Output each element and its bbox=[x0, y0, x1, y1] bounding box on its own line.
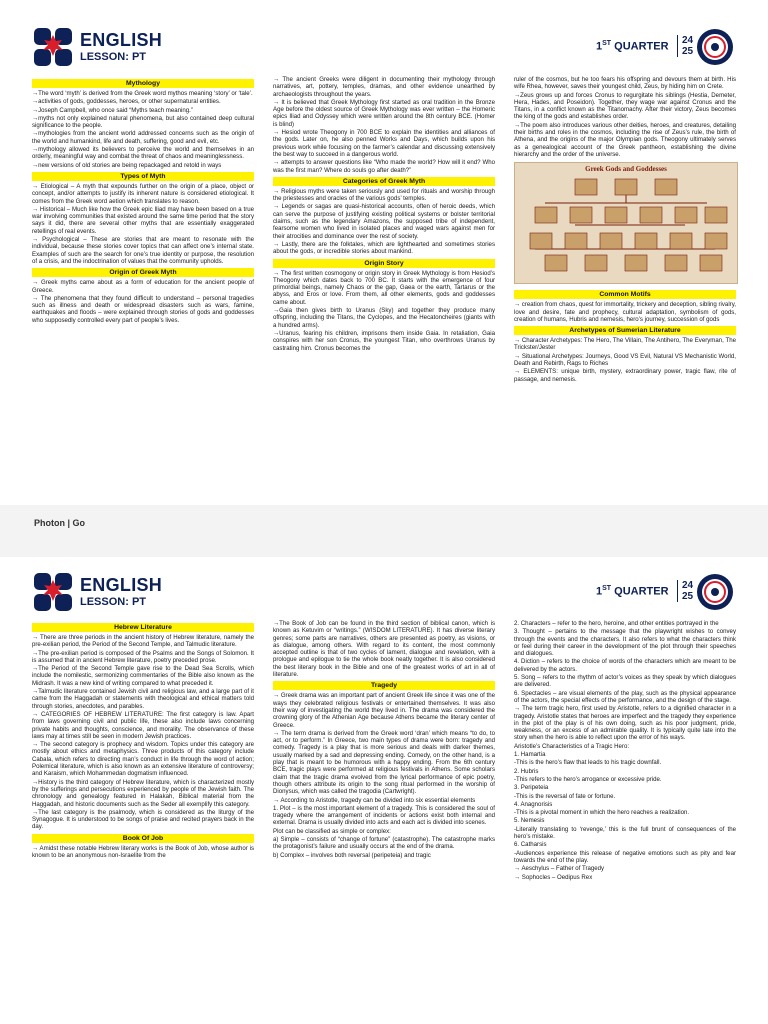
paragraph: →Zeus grows up and forces Cronus to regurgitate his siblings (Hestia, Demeter, Hera, Hades, and Poseidon). Together, they wage war against Cronus and the Titans, in a conflict known as the Titanomachy. After their victory, Zeus becomes the king of the gods and establishes order. bbox=[514, 91, 736, 121]
paragraph: → creation from chaos, quest for immortality, trickery and deception, sibling rivalry, love and desire, fate and prophecy, cultural adaptation, symbolism of gods, creation of humans, Hubris and nemesis, hero’s journey, succession of gods bbox=[514, 301, 736, 323]
page-2 bbox=[0, 557, 768, 1024]
paragraph: 1. Hamartia bbox=[514, 751, 546, 759]
section-heading: Origin Story bbox=[273, 259, 495, 268]
section-heading: Mythology bbox=[32, 79, 254, 88]
paragraph: -This is a pivotal moment in which the hero reaches a realization. bbox=[514, 809, 690, 817]
paragraph: → Legends or sagas are quasi-historical accounts, often of heroic deeds, which can serve the purpose of justifying existing political systems or bolster territorial claims, such as the legendary Amazons, the supposed tribe of independent, fearsome women who lived in isolated places and waged wars against men for their atrocities and dominance over the rest of society. bbox=[273, 203, 495, 240]
paragraph: →The last category is the psalmody, which is considered as the liturgy of the Synagogue. It is understood to be songs of praise and recited prayers back in the day. bbox=[32, 808, 254, 831]
paragraph: 3. Thought – pertains to the message that the playwright wishes to convey through the events and the characters. It also refers to what the characters think or feel during their career in the development of the plot through their speeches and dialogues. bbox=[514, 628, 736, 658]
paragraph: → Greek drama was an important part of ancient Greek life since it was one of the ways they celebrated religious festivals or entertained themselves. It was also their way of investigating the world they lived in. The drama was considered the crowning glory of the Athenian Age because Athens became the literary center of Greece. bbox=[273, 692, 495, 729]
paragraph: -This refers to the hero’s arrogance or excessive pride. bbox=[514, 775, 662, 783]
paragraph: → The ancient Greeks were diligent in documenting their mythology through narratives, art, pottery, temples, dramas, and other evidence unearthed by archaeologists throughout the years. bbox=[273, 76, 495, 98]
column-2 bbox=[273, 76, 495, 353]
section-heading: Origin of Greek Myth bbox=[32, 268, 254, 277]
paragraph: → There are three periods in the ancient history of Hebrew literature, namely the pre-exilian period, the Period of the Second Temple, and Talmudic literature. bbox=[32, 634, 254, 649]
section-heading: Archetypes of Sumerian Literature bbox=[514, 326, 736, 335]
section-heading: Book Of Job bbox=[32, 834, 254, 843]
paragraph: →The word ‘myth’ is derived from the Greek word mythos meaning ‘story’ or ‘tale’. bbox=[32, 90, 253, 97]
paragraph: 5. Song – refers to the rhythm of actor’s voices as they speak by which dialogues are delivered. bbox=[514, 674, 736, 689]
paragraph: →The Book of Job can be found in the third section of biblical canon, which is known as Ketuvim or “writings.” (WISDOM LITERATURE). It has diverse literary genres; some parts are narratives, others are presented as poetry, as visions, or as dialogue, among others. With regard to its content, the most commonly accepted outline is that of two cycles of lament, dialogue and revelation, with a prologue and epilogue to tie the whole book neatly together. It is also considered the best literary book in the Bible and one of the greatest works of art in all of literature. bbox=[273, 620, 495, 679]
paragraph: → The term tragic hero, first used by Aristotle, refers to a dignified character in a tragedy. Aristotle states that heroes are imperfect and the tragedy they experience in the plot of the play is of his own doing, such as his poor judgment, pride, weakness, or an excess of an admirable quality. It is typically quite late into the story when the hero is able to reflect upon the error of his ways. bbox=[514, 705, 736, 742]
paragraph: →The Period of the Second Temple gave rise to the Dead Sea Scrolls, which include the nomilestic, sermonizing commentaries of the Bible also known as the Midrash. It was a new kind of writing compared to what preceded it. bbox=[32, 665, 254, 687]
page-gap bbox=[0, 505, 768, 557]
paragraph: → Lastly, there are the folktales, which are lighthearted and sometimes stories about the gods, or incredible stories about mankind. bbox=[273, 240, 495, 256]
header bbox=[0, 557, 768, 629]
paragraph: → According to Aristotle, tragedy can be divided into six essential elements bbox=[273, 796, 476, 804]
section-heading: Categories of Greek Myth bbox=[273, 177, 495, 186]
paragraph: → It is believed that Greek Mythology first started as oral tradition in the Bronze Age before the oldest source of Greek Mythology was ever written – the Homeric epics Iliad and Odyssey which were written around the 8th century BCE. (Homer is blind) bbox=[273, 98, 495, 128]
paragraph: 6. Spectacles – are visual elements of the play, such as the physical appearance of the actors, the special effects of the performance, and the design of the stage. bbox=[514, 689, 736, 704]
paragraph: b) Complex – involves both reversal (peripeteia) and tragic bbox=[273, 851, 431, 859]
paragraph: → Greek myths came about as a form of education for the ancient people of Greece. bbox=[32, 279, 254, 294]
paragraph: → The phenomena that they found difficult to understand – personal tragedies such as illness and death or widespread disasters such as wars, famine, earthquakes and floods – were explained through stories of gods and goddesses who supposedly controlled every part of people’s lives. bbox=[32, 294, 254, 324]
paragraph: → Situational Archetypes: Journeys, Good VS Evil, Natural VS Mechanistic World, Death and Rebirth, Rags to Riches bbox=[514, 352, 736, 368]
paragraph: → The term drama is derived from the Greek word ‘dran’ which means “to do, to act, or to perform.” In Greece, two main types of drama were born: tragedy and comedy. Tragedy is a play that is more serious and deals with darker themes, usually marked by a sad and depressing ending. Comedy, on the other hand, is a play that is meant to be humorous with a happy ending. From the 6th century BCE, tragic plays were performed at religious festivals in Athens. Some scholars claim that the tragic drama evolved from the lyrical performance of epic poetry, though others attribute its origin to the song ritual performed in the worship of Dionysus, which was called the tragodia (Cartwright). bbox=[273, 729, 495, 796]
section-heading: Tragedy bbox=[273, 681, 495, 690]
school-logo-icon bbox=[32, 26, 74, 68]
paragraph: a) Simple – consists of “change of fortune” (catastrophe). The catastrophe marks the protagonist’s failure and usually occurs at the end of the drama. bbox=[273, 836, 495, 851]
paragraph: 4. Diction – refers to the choice of words of the characters which are meant to be delivered by the actors. bbox=[514, 658, 736, 673]
paragraph: 3. Peripeteia bbox=[514, 784, 549, 792]
subject-title: ENGLISH bbox=[80, 575, 163, 595]
paragraph: -This is the reversal of fate or fortune. bbox=[514, 792, 616, 800]
paragraph: → Historical – Much like how the Greek epic Iliad may have been based on a true war involving communities that existed around the same time period that the story says it did, there are several other myths that are essentially exaggerated retellings of real events. bbox=[32, 205, 254, 235]
paragraph: → CATEGORIES OF HEBREW LITERATURE: The first category is law. Apart from laws governing civil and public life, these also include laws concerning private habits and thoughts, conscience, and morality. The observance of these laws may at times still be seen in modern Jewish practices. bbox=[32, 710, 254, 740]
paragraph: 1. Plot – is the most important element of a tragedy. This is considered the soul of tragedy where the arrangement of incidents or actions exist both internal and external. Drama is usually divided into acts and each act is divided into scenes. bbox=[273, 804, 495, 827]
paragraph: → Sophocles – Oedipus Rex bbox=[514, 873, 593, 881]
paragraph: → Hesiod wrote Theogony in 700 BCE to explain the identities and alliances of the gods. Later on, he also penned Works and Days, which builds upon his previous work while focusing on the farmer’s calendar and discussing extensively the best way to succeed in a dangerous world. bbox=[273, 129, 495, 158]
paragraph: 2. Hubris bbox=[514, 767, 539, 775]
paragraph: -Audiences experience this release of negative emotions such as pity and fear towards the end of the play. bbox=[514, 849, 736, 864]
paragraph: 5. Nemesis bbox=[514, 817, 545, 825]
paragraph: →mythology allowed its believers to perceive the world and themselves in an orderly, meaningful way and combat the threat of chaos and meaninglessness. bbox=[32, 146, 254, 161]
paragraph: 4. Anagnorisis bbox=[514, 800, 553, 808]
paragraph: →myths not only explained natural phenomena, but also contained deep cultural significance to the people. bbox=[32, 114, 254, 130]
paragraph: → Religious myths were taken seriously and used for rituals and worship through the priestesses and oracles of the various gods’ temples. bbox=[273, 187, 495, 203]
section-heading: Types of Myth bbox=[32, 172, 254, 181]
figure-title: Greek Gods and Goddesses bbox=[585, 165, 667, 174]
footer-credit: Photon | Go bbox=[34, 518, 86, 528]
paragraph: →Uranus, fearing his children, imprisons them inside Gaia. In retaliation, Gaia conspires with her son Cronus, the youngest Titan, who overthrows Uranus by castrating him. Cronus becomes the bbox=[273, 329, 495, 352]
column-1 bbox=[32, 620, 254, 860]
paragraph: → The first written cosmogony or origin story in Greek Mythology is from Hesiod’s Theogony which dates back to 700 BC. It starts with the emergence of four primordial beings, namely Chaos or the gap, Gaea or the earth, Tartarus or the abyss, and Eros or love. From them, all other elements, gods and goddesses came about. bbox=[273, 269, 495, 306]
paragraph: 6. Catharsis bbox=[514, 841, 547, 849]
column-2 bbox=[273, 620, 495, 860]
greek-gods-family-tree-image bbox=[514, 162, 738, 284]
paragraph: 2. Characters – refer to the hero, heroine, and other entities portrayed in the bbox=[514, 620, 719, 627]
paragraph: → Psychological – These are stories that are meant to resonate with the individual, because these stories cover topics that can affect one’s internal state. Examples of such are the search for one’s true identity or purpose, the resolution of a crisis, and the indoctrination of values that the community upholds. bbox=[32, 236, 254, 265]
quarter-label: 1ST QUARTER bbox=[596, 40, 669, 53]
paragraph: → Aeschylus – Father of Tragedy bbox=[514, 865, 605, 873]
paragraph: Plot can be classified as simple or complex: bbox=[273, 827, 391, 835]
lesson-label: LESSON: PT bbox=[80, 51, 147, 63]
family-tree-diagram-icon bbox=[515, 163, 737, 283]
paragraph: → Character Archetypes: The Hero, The Villain, The Antihero, The Everyman, The Trickster/Jester bbox=[514, 337, 736, 352]
paragraph: →new versions of old stories are being repackaged and retold in ways bbox=[32, 161, 222, 169]
page-1 bbox=[0, 0, 768, 505]
paragraph: →The poem also introduces various other deities, heroes, and creatures, detailing their births and roles in the cosmos, including the rise of Zeus’s rule, the birth of Athena, and the origins of the major Olympian gods. Theogony ultimately serves as a genealogical account of the Greek pantheon, establishing the divine hierarchy and the order of the universe. bbox=[514, 121, 736, 158]
paragraph: →Gaia then gives birth to Uranus (Sky) and together they produce many offspring, including the Titans, the Cyclopes, and the Hecatoncheires (giants with a hundred arms). bbox=[273, 307, 495, 329]
paragraph: → attempts to answer questions like “Who made the world? How will it end? Who was the first man? Where do souls go after death?” bbox=[273, 159, 495, 174]
paragraph: →mythologies from the ancient world addressed concerns such as the origin of the world and humankind, life and death, suffering, good and evil, etc. bbox=[32, 130, 254, 145]
paragraph: → Amidst these notable Hebrew literary works is the Book of Job, whose author is known to be an anonymous non-Israelite from the bbox=[32, 844, 254, 860]
school-logo-icon bbox=[32, 571, 74, 613]
header bbox=[0, 0, 768, 72]
subject-title: ENGLISH bbox=[80, 30, 163, 50]
paragraph: ruler of the cosmos, but he too fears his offspring and devours them at birth. His wife Rhea, however, saves their youngest child, Zeus, by hiding him on Crete. bbox=[514, 76, 736, 91]
paragraph: →activities of gods, goddesses, heroes, or other supernatural entities. bbox=[32, 98, 221, 106]
paragraph: → ELEMENTS: unique birth, mystery, extraordinary power, tragic flaw, rite of passage, and nemesis. bbox=[514, 368, 736, 383]
lesson-label: LESSON: PT bbox=[80, 596, 147, 608]
paragraph: -This is the hero’s flaw that leads to his tragic downfall. bbox=[514, 759, 662, 767]
paragraph: →The pre-exilian period is composed of the Psalms and the Songs of Solomon. It is assumed that in ancient Hebrew literature, poetry preceded prose. bbox=[32, 649, 254, 664]
school-year: 24 25 bbox=[677, 580, 693, 602]
seal-icon bbox=[696, 573, 734, 611]
column-3 bbox=[514, 620, 736, 882]
paragraph: -Literally translating to ‘revenge,’ this is the full brunt of consequences of the hero’s mistake. bbox=[514, 825, 736, 841]
paragraph: → Etiological – A myth that expounds further on the origin of a place, object or concept, and/or attempts to justify its inherent nature is considered etiological. It comes from the Greek word aetion which translates to reason. bbox=[32, 182, 254, 205]
column-1 bbox=[32, 76, 254, 325]
paragraph: →History is the third category of Hebrew literature, which is characterized mostly by the sufferings and persecutions experienced by people of the Jewish faith. The chronology and genealogy featured in Halakah, Biblical material from the Haggadah, and historic documents such as the Seder all exemplify this category. bbox=[32, 778, 254, 808]
paragraph: →Talmudic literature contained Jewish civil and religious law, and a large part of it came from the Haggadah or statements with theological and ethical matters told through stories, anecdotes, and parables. bbox=[32, 688, 254, 710]
paragraph: →Joseph Campbell, who once said “Myths teach meaning.” bbox=[32, 106, 193, 114]
seal-icon bbox=[696, 28, 734, 66]
column-3 bbox=[514, 76, 736, 384]
school-year: 24 25 bbox=[677, 35, 693, 57]
quarter-label: 1ST QUARTER bbox=[596, 585, 669, 598]
paragraph: Aristotle’s Characteristics of a Tragic Hero: bbox=[514, 742, 630, 750]
section-heading: Common Motifs bbox=[514, 290, 736, 299]
paragraph: → The second category is prophecy and wisdom. Topics under this category are mostly about ethics and metaphysics. Three products of this category include Cabala, which refers to directing man’s conduct in life through the word of action; Polemical literature, which is also known as an extensive literature of controversy; and Karaism, which Mohammedan dogmatism influenced. bbox=[32, 741, 254, 778]
section-heading: Hebrew Literature bbox=[32, 623, 254, 632]
